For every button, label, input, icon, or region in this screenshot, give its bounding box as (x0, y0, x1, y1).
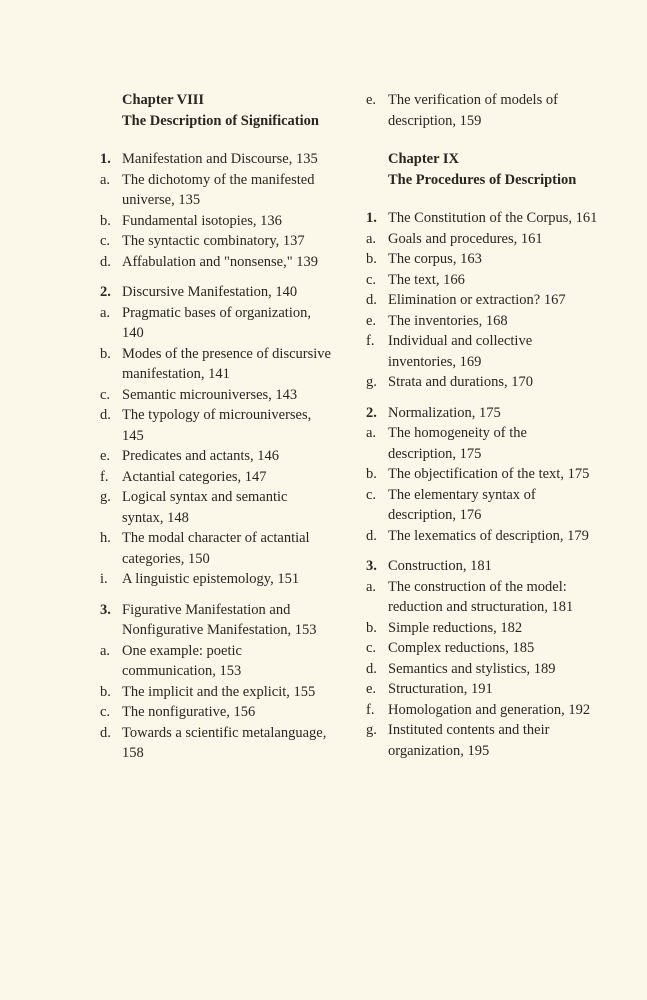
entry-text: The implicit and the explicit, 155 (122, 683, 316, 700)
entry-text: The nonfigurative, 156 (122, 704, 256, 720)
section-number: 3. (100, 601, 111, 618)
entry-text: Towards a scientific metalanguage, 158 (122, 724, 327, 761)
entry-text: A linguistic epistemology, 151 (122, 571, 300, 587)
toc-entry (100, 405, 332, 446)
entry-text: Fundamental isotopies, 136 (122, 212, 282, 229)
entry-label: a. (366, 425, 377, 441)
section-title: Construction, 181 (388, 558, 492, 574)
toc-entry (100, 569, 332, 590)
toc-entry (366, 679, 598, 700)
toc-section (366, 556, 598, 761)
toc-section (366, 208, 598, 393)
entry-label: g. (366, 374, 377, 390)
entry-text: The elementary syntax of description, 176 (388, 486, 536, 523)
entry-text: Pragmatic bases of organization, 140 (122, 304, 311, 341)
toc-entry (100, 344, 332, 385)
section-heading (100, 282, 332, 303)
toc-entry (100, 252, 332, 273)
toc-entry (100, 231, 332, 252)
chapter-label: Chapter IX (388, 151, 460, 167)
chapter-heading (122, 90, 332, 131)
toc-entry (100, 446, 332, 467)
toc-section (100, 600, 332, 764)
section-number: 1. (100, 151, 111, 167)
entry-label: e. (366, 312, 377, 329)
entry-label: a. (366, 578, 377, 595)
toc-entry (366, 720, 598, 761)
toc-entry (366, 638, 598, 659)
entry-label: c. (366, 271, 377, 288)
toc-entry (366, 526, 598, 547)
entry-label: a. (366, 230, 377, 247)
entry-label: f. (366, 333, 375, 349)
chapter-title: The Description of Signification (122, 112, 319, 129)
section-number: 1. (366, 210, 377, 226)
entry-label: b. (100, 683, 111, 700)
toc-entry (366, 659, 598, 680)
toc-entry (100, 211, 332, 232)
entry-text: Structuration, 191 (388, 681, 493, 697)
toc-entry (366, 311, 598, 332)
entry-label: d. (366, 527, 377, 544)
entry-text: Strata and durations, 170 (388, 374, 533, 390)
section-heading (100, 149, 332, 170)
entry-text: Homologation and generation, 192 (388, 701, 591, 718)
toc-entry (366, 485, 598, 526)
chapter-label: Chapter VIII (122, 92, 205, 108)
toc-section (100, 149, 332, 272)
entry-label: d. (366, 660, 377, 677)
entry-label: e. (366, 681, 377, 697)
entry-text: The modal character of actantial categories, 150 (122, 530, 310, 567)
entry-label: b. (366, 251, 377, 267)
toc-entry (100, 467, 332, 488)
toc-section (100, 282, 332, 590)
entry-text: Elimination or extraction? 167 (388, 292, 566, 308)
toc-entry (366, 90, 598, 131)
entry-label: c. (100, 233, 111, 249)
entry-text: The verification of models of description, 159 (388, 92, 558, 129)
toc-entry (100, 385, 332, 406)
section-number: 2. (100, 284, 111, 300)
toc-entry (100, 528, 332, 569)
entry-text: Actantial categories, 147 (122, 468, 267, 485)
entry-label: b. (100, 345, 111, 362)
chapter-title: The Procedures of Description (388, 171, 577, 188)
toc-entry (100, 170, 332, 211)
entry-label: b. (100, 212, 111, 229)
entry-text: Individual and collective inventories, 169 (388, 333, 533, 370)
toc-entry (366, 700, 598, 721)
toc-entry (366, 229, 598, 250)
toc-section-continued (366, 90, 598, 131)
toc-left-column (100, 90, 332, 774)
toc-entry (100, 682, 332, 703)
entry-text: The lexematics of description, 179 (388, 527, 589, 544)
entry-label: d. (100, 407, 111, 423)
entry-text: Logical syntax and semantic syntax, 148 (122, 489, 288, 526)
toc-entry (100, 641, 332, 682)
section-title: Manifestation and Discourse, 135 (122, 151, 318, 167)
toc-entry (100, 723, 332, 764)
entry-text: The objectification of the text, 175 (388, 466, 590, 482)
toc-entry (100, 487, 332, 528)
section-heading (366, 208, 598, 229)
section-heading (366, 556, 598, 577)
entry-label: d. (100, 724, 111, 741)
entry-label: f. (366, 701, 375, 718)
toc-entry (366, 290, 598, 311)
entry-text: Instituted contents and their organization, 195 (388, 722, 550, 759)
toc-entry (366, 331, 598, 372)
section-heading (366, 403, 598, 424)
entry-text: The corpus, 163 (388, 251, 482, 267)
entry-label: i. (100, 571, 108, 587)
entry-label: a. (100, 171, 111, 188)
entry-label: a. (100, 304, 111, 321)
entry-label: g. (366, 722, 377, 738)
entry-label: c. (366, 486, 377, 503)
entry-label: g. (100, 489, 111, 505)
entry-label: e. (100, 448, 111, 464)
entry-label: b. (366, 466, 377, 482)
entry-label: a. (100, 642, 111, 659)
entry-text: One example: poetic communication, 153 (122, 642, 242, 679)
section-title: Figurative Manifestation and Nonfigurative Manifestation, 153 (122, 601, 317, 638)
entry-text: The syntactic combinatory, 137 (122, 233, 305, 249)
toc-entry (366, 270, 598, 291)
toc-entry (366, 577, 598, 618)
entry-label: f. (100, 468, 109, 485)
entry-label: c. (366, 640, 377, 656)
entry-text: The typology of microuniverses, 145 (122, 407, 312, 444)
entry-label: c. (100, 704, 111, 720)
entry-label: b. (366, 619, 377, 636)
toc-entry (366, 249, 598, 270)
section-number: 2. (366, 404, 377, 421)
toc-entry (366, 372, 598, 393)
toc-section (366, 403, 598, 547)
entry-label: d. (100, 253, 111, 270)
entry-label: c. (100, 386, 111, 403)
entry-text: The text, 166 (388, 271, 465, 288)
toc-entry (366, 618, 598, 639)
entry-text: The dichotomy of the manifested universe, 135 (122, 171, 315, 208)
entry-text: Complex reductions, 185 (388, 640, 535, 656)
section-title: Discursive Manifestation, 140 (122, 284, 298, 300)
section-number: 3. (366, 558, 377, 574)
entry-text: Simple reductions, 182 (388, 619, 523, 636)
entry-text: The inventories, 168 (388, 312, 508, 329)
entry-text: Modes of the presence of discursive manifestation, 141 (122, 345, 331, 382)
chapter-heading (388, 149, 598, 190)
entry-text: Goals and procedures, 161 (388, 230, 543, 247)
entry-label: h. (100, 530, 111, 546)
entry-text: The homogeneity of the description, 175 (388, 425, 527, 462)
entry-text: Affabulation and "nonsense," 139 (122, 253, 319, 270)
entry-label: e. (366, 92, 377, 108)
toc-entry (366, 423, 598, 464)
section-title: Normalization, 175 (388, 404, 501, 421)
entry-text: Predicates and actants, 146 (122, 448, 280, 464)
section-title: The Constitution of the Corpus, 161 (388, 210, 598, 226)
entry-text: Semantic microuniverses, 143 (122, 386, 298, 403)
toc-entry (100, 303, 332, 344)
toc-entry (100, 702, 332, 723)
entry-text: The construction of the model: reduction and structuration, 181 (388, 578, 574, 615)
section-heading (100, 600, 332, 641)
toc-entry (366, 464, 598, 485)
entry-text: Semantics and stylistics, 189 (388, 660, 556, 677)
toc-right-column (366, 90, 598, 771)
entry-label: d. (366, 292, 377, 308)
